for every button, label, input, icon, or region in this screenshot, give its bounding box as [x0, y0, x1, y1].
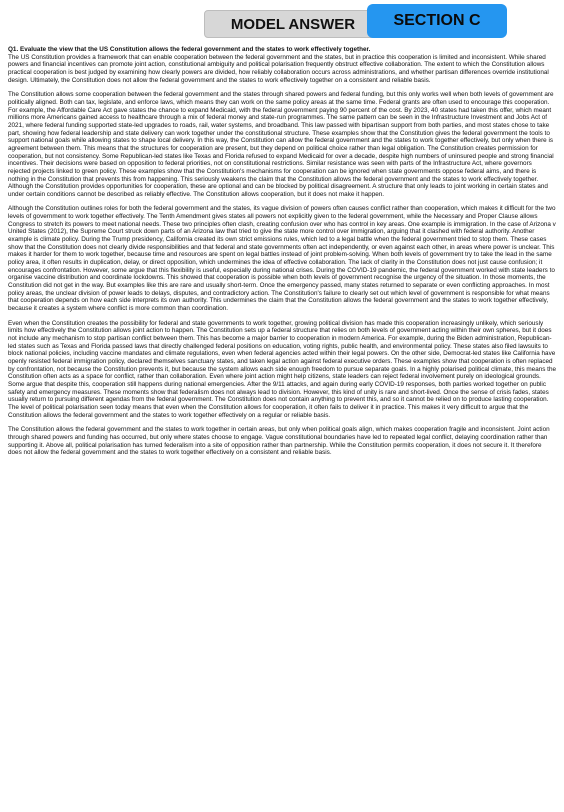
- paragraph-conclusion: The Constitution allows the federal government and the states to work together in certain areas, but only when political goals align, which makes cooperation fragile and inconsistent. Joint action through shared powers and funding has occurred, but only where states choose to engage. Vague constitutional boundaries have led to repeated legal conflict, delaying coordination rather than supporting it. Above all, political polarisation has turned federalism into a site of opposition rather than partnership. While the Constitution permits cooperation, it does not secure it. It therefore does not allow the federal government and the states to work together effectively on a consistent and reliable basis.: [8, 426, 550, 457]
- paragraph-division-of-powers: Although the Constitution outlines roles for both the federal government and the states, its vague division of powers often causes conflict rather than cooperation, which makes it difficult for the two levels of government to work together effectively. The Tenth Amendment gives states all powers not explicitly given to the federal government, while the Necessary and Proper Clause allows Congress to stretch its powers to meet national needs. These two principles often clash, creating confusion over who has control in key areas. One example is immigration. In the case of Arizona v United States (2012), the Supreme Court struck down parts of an Arizona law that tried to give the state more control over immigration, arguing that it clashed with federal authority. Another example is climate policy. During the Trump presidency, California created its own strict emissions rules, which led to a legal battle when the federal government tried to stop them. These cases show that the Constitution does not clearly divide responsibilities and that federal and state governments often act independently, or even against each other, in areas where power is unclear. This makes it harder for them to work together, because time and resources are spent on legal battles instead of joint problem-solving. When both levels of government try to take the lead in the same policy area, it often results in duplication, delay, or direct opposition, which undermines the idea of effective collaboration. The lack of clarity in the Constitution does not just cause confusion; it encourages confrontation. However, some argue that this flexibility is useful, especially during national crises. During the COVID-19 pandemic, the federal government worked with state leaders to organise vaccine distribution and coordinate lockdowns. This showed that cooperation is possible when both levels of government recognise the urgency of the situation. In those moments, the Constitution did not get in the way. But examples like this are rare and usually short-term. Once the emergency passed, many states returned to separate or even conflicting approaches. In most policy areas, the unclear division of power leads to delays, disputes, and contradictory action. The Constitution's failure to clearly set out which level of government is responsible for what means that cooperation depends on how each side interprets its own authority. This undermines the claim that the Constitution allows the federal government and the states to work together effectively, because it creates a system where conflict is more common than coordination.: [8, 205, 556, 312]
- section-badge: SECTION C: [367, 4, 507, 38]
- model-answer-label: MODEL ANSWER: [204, 10, 382, 38]
- header: [0, 0, 564, 40]
- paragraph-shared-powers: The Constitution allows some cooperation between the federal government and the states through shared powers and federal funding, but this only works well when both levels of government are politically aligned. Both can tax, legislate, and enforce laws, which means they can work on the same policy areas at the same time. Federal grants are often used to encourage this cooperation. For example, the Affordable Care Act gave states the chance to expand Medicaid, with the federal government paying 90 percent of the cost. By 2023, 40 states had taken this offer, which meant millions more Americans gained access to healthcare through a mix of federal money and state-run programmes. The same pattern can be seen in the Infrastructure Investment and Jobs Act of 2021, where federal funding supported state-led upgrades to roads, rail, water systems, and broadband. This law passed with bipartisan support from both parties, and most states chose to take part, showing how federal leadership and state delivery can work together under the constitutional structure. These examples show that the Constitution gives the federal government the tools to support national goals while allowing states to shape local delivery. In this way, the Constitution can allow the federal government and the states to work together effectively, but only when there is agreement between them. This means that the structures for cooperation are present, but they depend on political choice rather than legal obligation. The Constitution creates permission for cooperation, but not consistency. Some Republican-led states like Texas and Florida refused to expand Medicaid for over a decade, despite high numbers of uninsured people and strong financial incentives. Their decisions were based on opposition to federal priorities, not on constitutional restrictions. Similar resistance was seen with parts of the Infrastructure Act, where governors rejected projects linked to green policy. These examples show that the Constitution's mechanisms for cooperation can be ignored when state governments oppose federal aims, and there is nothing in the Constitution that prevents this from happening. This seriously weakens the claim that the Constitution allows the federal government and the states to work effectively together. Although the Constitution provides opportunities for cooperation, these are optional and can be blocked by political disagreement. A structure that only leads to joint working in certain states and under certain conditions cannot be described as reliably effective. The Constitution allows cooperation, but it does not make it happen.: [8, 91, 554, 198]
- paragraph-polarisation: Even when the Constitution creates the possibility for federal and state governments to work together, growing political division has made this cooperation increasingly unlikely, which seriously limits how effectively the Constitution allows joint action to happen. The Constitution sets up a federal structure that relies on both levels of government acting within their own spheres, but it does not include any mechanism to stop partisan conflict between them. This has become a major barrier to cooperation in modern America. For example, during the Biden administration, Republican-led states such as Texas and Florida passed laws that directly challenged federal positions on education, voting rights, public health, and environmental policy. These states also filed lawsuits to block national policies, including vaccine mandates and climate regulations, even when federal agencies acted within their legal powers. On the other side, Democrat-led states like California have openly resisted federal immigration policy, declared themselves sanctuary states, and taken legal action against federal executive orders. These examples show that cooperation is often replaced by confrontation, not because the Constitution prevents it, but because the system allows each side enough freedom to pursue separate goals. In a highly polarised political climate, this means the Constitution often acts as a space for conflict, rather than collaboration. Even where joint action might help citizens, state leaders can reject federal involvement purely on ideological grounds. Some argue that despite this, cooperation still happens during national emergencies. After the 9/11 attacks, and again during early COVID-19 responses, both parties worked together on public safety and emergency measures. These moments show that federalism does not always lead to division. However, this kind of unity is rare and short-lived. Once the sense of crisis fades, states usually return to pursuing different agendas from the federal government. The Constitution does not contain anything to prevent this, and so it cannot be relied on to produce lasting cooperation. The level of political polarisation seen today means that even when the Constitution allows for cooperation, it often fails to deliver it in practice. This makes it very difficult to argue that the Constitution allows the federal government and the states to work together effectively on a regular or reliable basis.: [8, 319, 556, 419]
- question-heading: Q1. Evaluate the view that the US Constitution allows the federal government and the states to work effectively together.: [8, 46, 371, 53]
- paragraph-introduction: The US Constitution provides a framework that can enable cooperation between the federal government and the states, but in practice this cooperation is limited and inconsistent. While shared powers and financial incentives can promote joint action, constitutional ambiguity and political polarisation frequently obstruct effective collaboration. The extent to which the Constitution allows practical cooperation is best judged by examining how clearly powers are divided, how reliably collaboration occurs across administrations, and whether partisan differences override institutional design. Ultimately, the Constitution does not allow the federal government and the states to work effectively together on a consistent and reliable basis.: [8, 53, 549, 84]
- document-body: [8, 46, 556, 464]
